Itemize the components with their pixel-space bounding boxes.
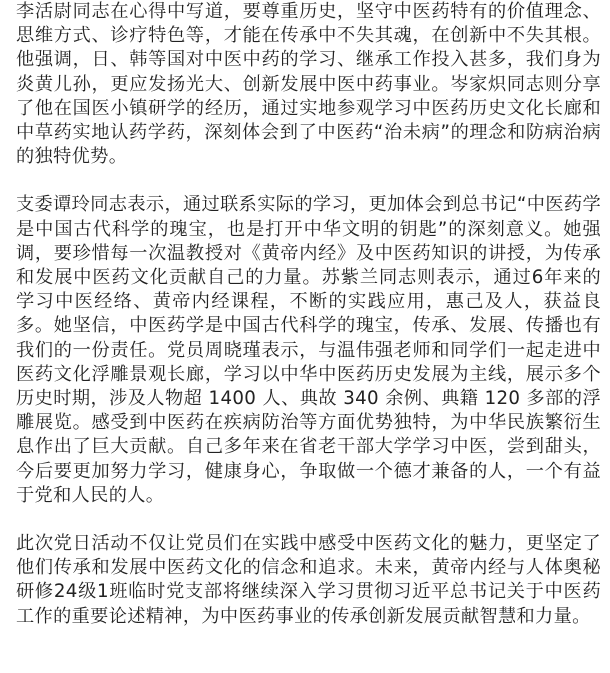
paragraph-2: 支委谭玲同志表示，通过联系实际的学习，更加体会到总书记“中医药学是中国古代科学的瑰宝，也是打开中华文明的钥匙”的深刻意义。她强调，要珍惜每一次温教授对《黄帝内经》及中医药知识的讲授，为传承和发展中医药文化贡献自己的力量。苏紫兰同志则表示，通过6年来的学习中医经络、黄帝内经课程，不断的实践应用，惠己及人，获益良多。她坚信，中医药学是中国古代科学的瑰宝，传承、发展、传播也有我们的一份责任。党员周晓瑾表示，与温伟强老师和同学们一起走进中医药文化浮雕景观长廊，学习以中华中医药历史发展为主线，展示多个历史时期，涉及人物超 1400 人、典故 340 余例、典籍 120 多部的浮雕展览。感受到中医药在疾病防治等方面优势独特，为中华民族繁衍生息作出了巨大贡献。自己多年来在省老干部大学学习中医，尝到甜头，今后要更加努力学习，健康身心，争取做一个德才兼备的人，一个有益于党和人民的人。 bbox=[16, 194, 601, 506]
paragraph-1: 李活尉同志在心得中写道，要尊重历史，坚守中医药特有的价值理念、思维方式、诊疗特色等，才能在传承中不失其魂，在创新中不失其根。他强调，日、韩等国对中医中药的学习、继承工作投入甚多，我们身为炎黄儿孙，更应发扬光大、创新发展中医中药事业。岑家炽同志则分享了他在国医小镇研学的经历，通过实地参观学习中医药历史文化长廊和中草药实地认药学药，深刻体会到了中医药“治未病”的理念和防病治病的独特优势。 bbox=[16, 1, 601, 168]
paragraph-3: 此次党日活动不仅让党员们在实践中感受中医药文化的魅力，更坚定了他们传承和发展中医药文化的信念和追求。未来，黄帝内经与人体奥秘研修24级1班临时党支部将继续深入学习贯彻习近平总书记关于中医药工作的重要论述精神，为中医药事业的传承创新发展贡献智慧和力量。 bbox=[16, 533, 601, 627]
